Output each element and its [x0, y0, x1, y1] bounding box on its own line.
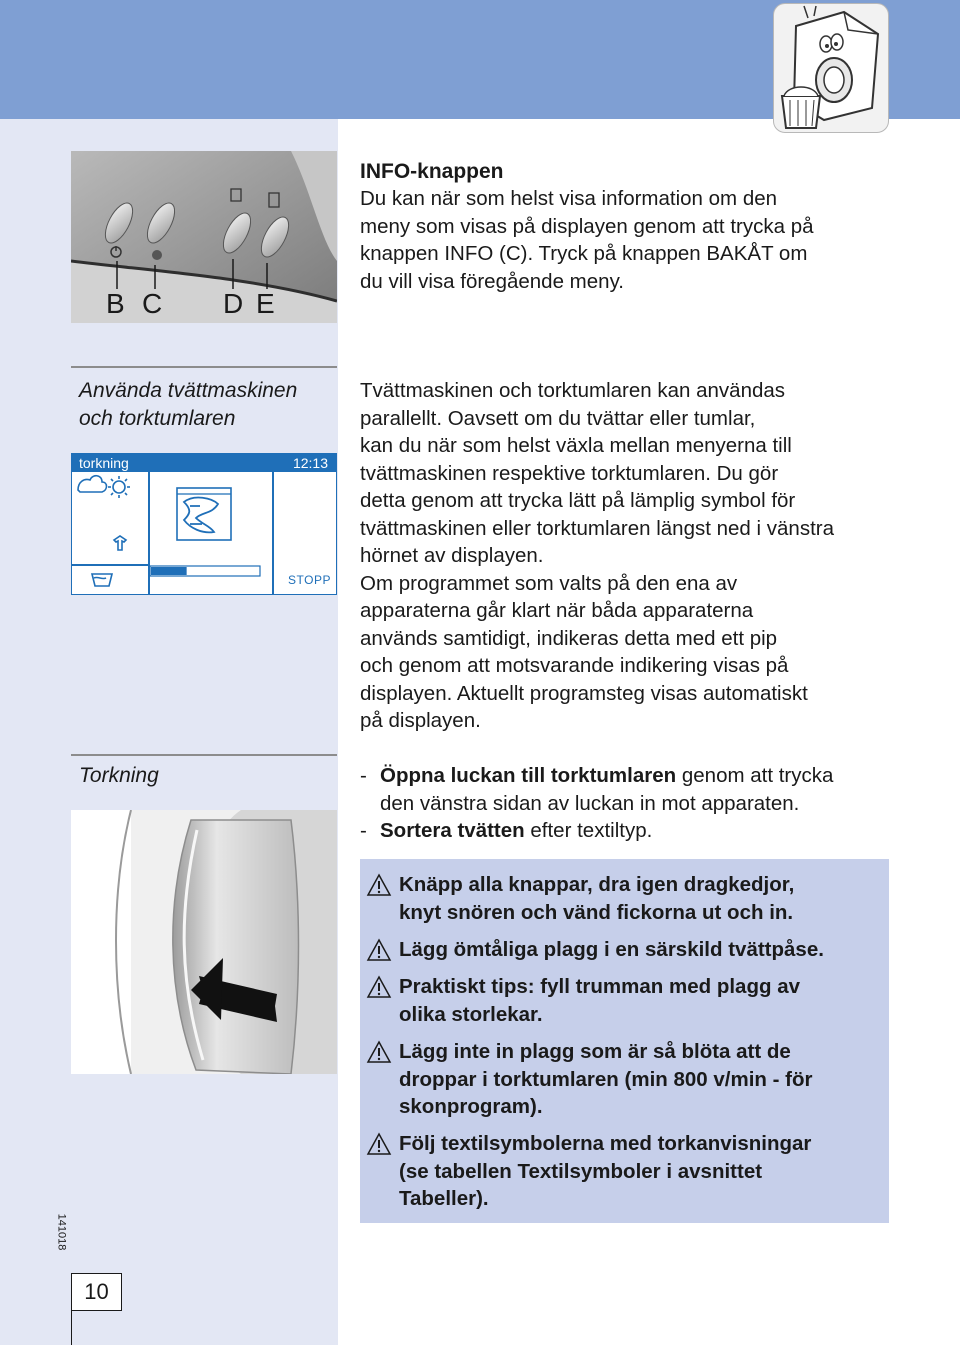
- parallel-line: Om programmet som valts på den ena av: [360, 571, 738, 595]
- warning-line: Praktiskt tips: fyll trumman med plagg av: [399, 975, 800, 998]
- label-d: D: [223, 288, 244, 319]
- warning-line: knyt snören och vänd fickorna ut och in.: [399, 900, 794, 924]
- list-dash: -: [360, 764, 367, 787]
- warning-line: Följ textilsymbolerna med torkanvisningar: [399, 1132, 812, 1155]
- info-line: meny som visas på displayen genom att trycka på: [360, 214, 814, 238]
- step-emphasis: Öppna luckan till torktumlaren: [380, 764, 677, 787]
- warning-triangle-icon: [366, 1132, 392, 1156]
- step-text: den vänstra sidan av luckan in mot apparaten.: [380, 791, 800, 815]
- info-line: knappen INFO (C). Tryck på knappen BAKÅT om: [360, 242, 808, 265]
- document-code-text: 141018: [55, 1213, 68, 1251]
- section-title-line: Använda tvättmaskinen: [79, 379, 298, 402]
- list-dash: -: [360, 819, 367, 842]
- parallel-line: tvättmaskinen respektive torktumlaren. Du gör: [360, 461, 779, 485]
- drying-steps-list: [360, 762, 920, 845]
- washing-machine-mascot-logo: [773, 3, 889, 133]
- warning-line: Tabeller).: [399, 1187, 489, 1210]
- section-divider: [71, 366, 337, 368]
- warning-triangle-icon: [366, 873, 392, 897]
- parallel-line: används samtidigt, indikeras detta med ett pip: [360, 626, 778, 650]
- parallel-line: och genom att motsvarande indikering visas på: [360, 654, 789, 677]
- dryer-door-photo: [71, 810, 337, 1074]
- warning-line: Lägg ömtåliga plagg i en särskild tvättpåse.: [399, 938, 824, 961]
- shirt-icon: [114, 536, 126, 550]
- display-screen-illustration: [71, 453, 337, 595]
- label-e: E: [256, 288, 275, 319]
- section-title-line: och torktumlaren: [79, 406, 236, 430]
- parallel-line: på displayen.: [360, 709, 481, 732]
- info-heading: INFO-knappen: [360, 160, 504, 183]
- warning-line: olika storlekar.: [399, 1002, 543, 1026]
- display-time: 12:13: [292, 455, 328, 471]
- section-title-parallel: [79, 377, 297, 432]
- display-mode-label: torkning: [79, 455, 129, 471]
- info-line: Du kan när som helst visa information om den: [360, 187, 778, 210]
- parallel-line: detta genom att trycka lätt på lämplig symbol för: [360, 489, 796, 512]
- warning-line: Lägg inte in plagg som är så blöta att de: [399, 1040, 791, 1063]
- parallel-line: Tvättmaskinen och torktumlaren kan användas: [360, 379, 786, 402]
- sun-icon: [108, 476, 130, 498]
- stop-button-label: STOPP: [288, 573, 331, 587]
- step-emphasis: Sortera tvätten: [380, 819, 525, 842]
- section-title-drying: Torkning: [79, 764, 159, 787]
- section-divider: [71, 754, 337, 756]
- warning-line: skonprogram).: [399, 1095, 543, 1118]
- warning-triangle-icon: [366, 938, 392, 962]
- drying-step: [360, 762, 920, 817]
- warnings-box: [360, 859, 889, 1223]
- step-text: efter textiltyp.: [524, 819, 653, 842]
- parallel-line: apparaterna går klart när båda apparaterna: [360, 599, 754, 622]
- label-b: B: [106, 288, 125, 319]
- parallel-line: hörnet av displayen.: [360, 544, 544, 567]
- parallel-line: parallellt. Oavsett om du tvättar eller tumlar,: [360, 406, 756, 430]
- step-text: genom att trycka: [676, 764, 834, 787]
- parallel-line: displayen. Aktuellt programsteg visas automatiskt: [360, 681, 808, 705]
- drying-step: [360, 817, 920, 845]
- page-number: 10: [71, 1273, 122, 1311]
- warning-triangle-icon: [366, 1040, 392, 1064]
- parallel-paragraph: [360, 377, 834, 735]
- drum-clothes-icon: [184, 498, 218, 533]
- document-code: [53, 1214, 75, 1254]
- page-number-rule: [71, 1311, 72, 1345]
- washtub-icon: [92, 574, 112, 586]
- warning-line: (se tabellen Textilsymboler i avsnittet: [399, 1159, 763, 1183]
- dryer-door-illustration: [71, 810, 337, 1074]
- parallel-line: tvättmaskinen eller torktumlaren längst ned i vänstra: [360, 516, 835, 540]
- parallel-line: kan du när som helst växla mellan menyerna till: [360, 434, 792, 457]
- info-line: du vill visa föregående meny.: [360, 269, 624, 293]
- mascot-illustration: [774, 4, 888, 132]
- info-paragraph: [360, 185, 814, 295]
- warning-triangle-icon: [366, 975, 392, 999]
- dryer-mode-icon: [78, 476, 107, 492]
- warning-line: Knäpp alla knappar, dra igen dragkedjor,: [399, 873, 795, 896]
- progress-bar-fill: [151, 567, 187, 575]
- label-c: C: [142, 288, 163, 319]
- warning-line: droppar i torktumlaren (min 800 v/min - för: [399, 1067, 813, 1091]
